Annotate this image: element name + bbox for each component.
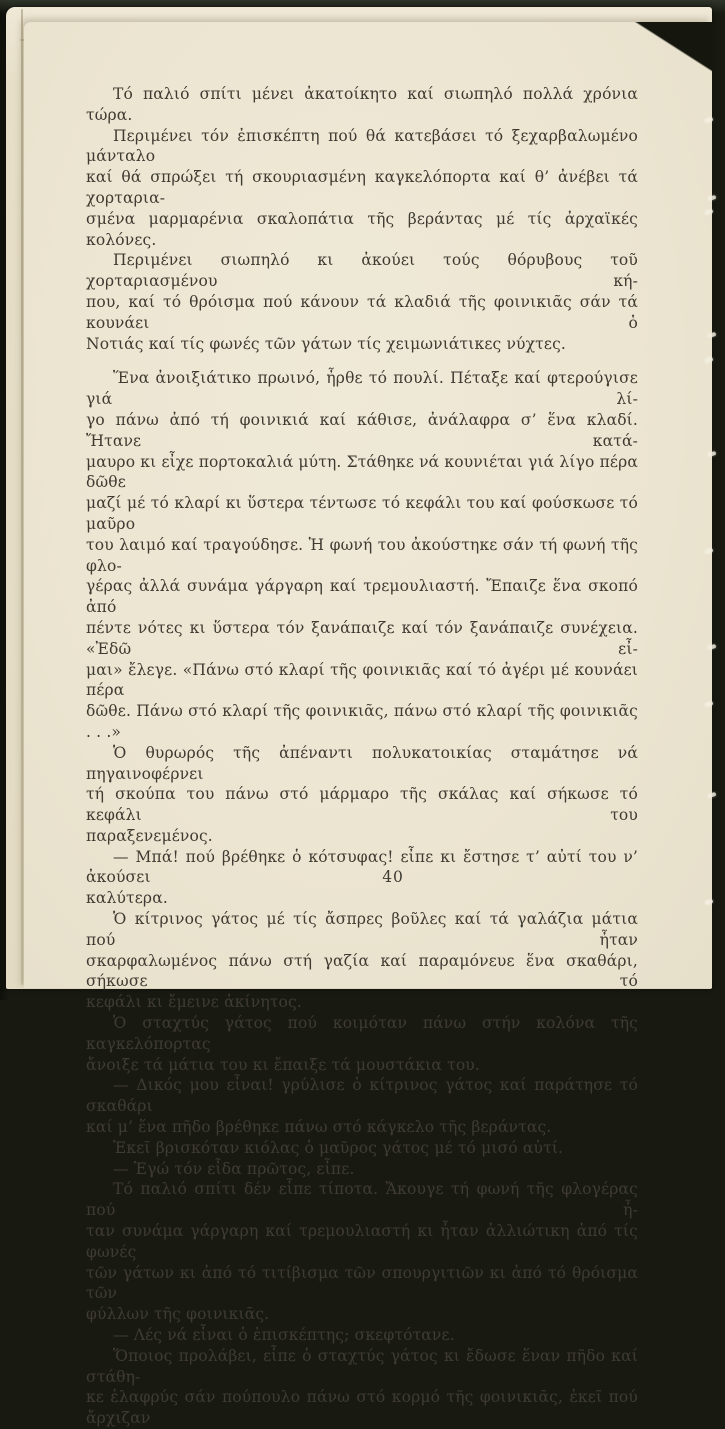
text-line: Νοτιάς καί τίς φωνές τῶν γάτων τίς χειμωνιάτικες νύχτες. [86,334,566,353]
text-line: Περιμένει τόν ἐπισκέπτη πού θά κατεβάσει τό ξεχαρβαλωμένο μάνταλο [86,126,638,166]
text-line: Περιμένει σιωπηλό κι ἀκούει τούς θόρυβους τοῦ χορταριασμένου κή- [86,251,638,291]
paragraph [86,1179,638,1325]
paragraph [86,1013,638,1075]
text-line: μαζί μέ τό κλαρί κι ὕστερα τέντωσε τό κεφάλι του καί φούσκωσε τό μαῦρο [86,494,638,533]
text-line: μαι» ἔλεγε. «Πάνω στό κλαρί τῆς φοινικιᾶς καί τό ἀγέρι μέ κουνάει πέρα [86,660,638,700]
text-line: ταν συνάμα γάργαρη καί τρεμουλιαστή κι ἦταν ἀλλιώτικη ἀπό τίς φωνές [86,1222,638,1261]
text-line: σκαρφαλωμένος πάνω στή γαζία καί παραμόνευε ἕνα σκαθάρι, σήκωσε τό [86,951,638,991]
text-line: τή σκούπα του πάνω στό μάρμαρο τῆς σκάλας καί σήκωσε τό κεφάλι του [86,785,638,825]
text-line: τῶν γάτων κι ἀπό τό τιτίβισμα τῶν σπουργιτιῶν κι ἀπό τό θρόισμα τῶν [86,1263,638,1303]
text-line: Ὁ σταχτύς γάτος πού κοιμόταν πάνω στήν κολόνα τῆς καγκελόπορτας [86,1014,638,1053]
text-line: γέρας ἀλλά συνάμα γάργαρη καί τρεμουλιαστή. Ἔπαιζε ἕνα σκοπό ἀπό [86,577,638,617]
text-line: Τό παλιό σπίτι δέν εἶπε τίποτα. Ἄκουγε τή φωνή τῆς φλογέρας πού ἦ- [86,1180,638,1220]
text-line: φύλλων τῆς φοινικιᾶς. [86,1305,270,1324]
text-line: γο πάνω ἀπό τή φοινικιά καί κάθισε, ἀνάλαφρα σ’ ἕνα κλαδί. Ἤτανε κατά- [86,410,638,450]
text-line: Ὁ κίτρινος γάτος μέ τίς ἄσπρες βοῦλες καί τά γαλάζια μάτια πού ἦταν [86,910,638,949]
paragraph [86,1138,638,1159]
text-line: ἄνοιξε τά μάτια του κι ἔπαιξε τά μουστάκια του. [86,1055,480,1074]
text-line: καί θά σπρώξει τή σκουριασμένη καγκελόπορτα καί θ’ ἀνέβει τά χορταρια- [86,168,638,207]
page-corner-shadow [634,22,712,72]
paragraph [86,1325,638,1346]
paragraph [86,1075,638,1137]
paragraph [86,1159,638,1180]
text-line: του λαιμό καί τραγούδησε. Ἡ φωνή του ἀκούστηκε σάν τή φωνή τῆς φλο- [86,535,638,575]
page-number: 40 [382,868,404,886]
paragraph [86,909,638,1013]
text-line: Ἕνα ἀνοιξιάτικο πρωινό, ἦρθε τό πουλί. Πέταξε καί φτερούγισε γιά λί- [86,369,638,409]
text-line: καλύτερα. [86,889,168,908]
text-line: σμένα μαρμαρένια σκαλοπάτια τῆς βεράντας μέ τίς ἀρχαϊκές κολόνες. [86,209,638,249]
text-line: — Λές νά εἶναι ὁ ἐπισκέπτης; σκεφτότανε. [113,1326,455,1345]
paragraph [86,250,638,354]
paragraph [86,84,638,126]
text-line: δῶθε. Πάνω στό κλαρί τῆς φοινικιᾶς, πάνω στό κλαρί τῆς φοινικιᾶς . . .» [86,702,638,741]
paragraph [86,743,638,847]
book-page [24,22,712,1428]
paragraph [86,368,638,742]
text-line: μαυρο κι εἶχε πορτοκαλιά μύτη. Στάθηκε νά κουνιέται γιά λίγο πέρα δῶθε [86,452,638,492]
text-line: Ὅποιος προλάβει, εἶπε ὁ σταχτύς γάτος κι ἔδωσε ἕναν πῆδο καί στάθη- [86,1346,638,1386]
text-line: κε ἐλαφρύς σάν πούπουλο πάνω στό κορμό τῆς φοινικιᾶς, ἐκεῖ πού ἄρχιζαν [86,1388,638,1428]
text-line: καί μ’ ἕνα πῆδο βρέθηκε πάνω στό κάγκελο τῆς βεράντας. [86,1118,552,1137]
paragraph [86,1346,638,1429]
text-line: κεφάλι κι ἔμεινε ἀκίνητος. [86,993,302,1012]
text-line: — Ἐγώ τόν εἶδα πρῶτος, εἶπε. [113,1159,355,1178]
text-line: Ἐκεῖ βρισκόταν κιόλας ὁ μαῦρος γάτος μέ τό μισό αὐτί. [113,1138,564,1157]
text-line: που, καί τό θρόισμα πού κάνουν τά κλαδιά τῆς φοινικιᾶς σάν τά κουνάει ὁ [86,292,638,332]
text-line: — Μπά! πού βρέθηκε ὁ κότσυφας! εἶπε κι ἔστησε τ’ αὐτί του ν’ ἀκούσει [86,847,638,887]
text-line: παραξενεμένος. [86,826,213,845]
page-edge-line-vertical [21,9,23,985]
text-line: — Δικός μου εἶναι! γρύλισε ὁ κίτρινος γάτος καί παράτησε τό σκαθάρι [86,1076,638,1116]
text-line: Τό παλιό σπίτι μένει ἀκατοίκητο καί σιωπηλό πολλά χρόνια τώρα. [86,85,638,124]
paragraph [86,126,638,251]
text-line: πέντε νότες κι ὕστερα τόν ξανάπαιζε καί τόν ξανάπαιζε συνέχεια. «Ἐδῶ εἶ- [86,618,638,658]
text-block [86,84,638,1429]
text-line: Ὁ θυρωρός τῆς ἀπέναντι πολυκατοικίας σταμάτησε νά πηγαινοφέρνει [86,743,638,783]
